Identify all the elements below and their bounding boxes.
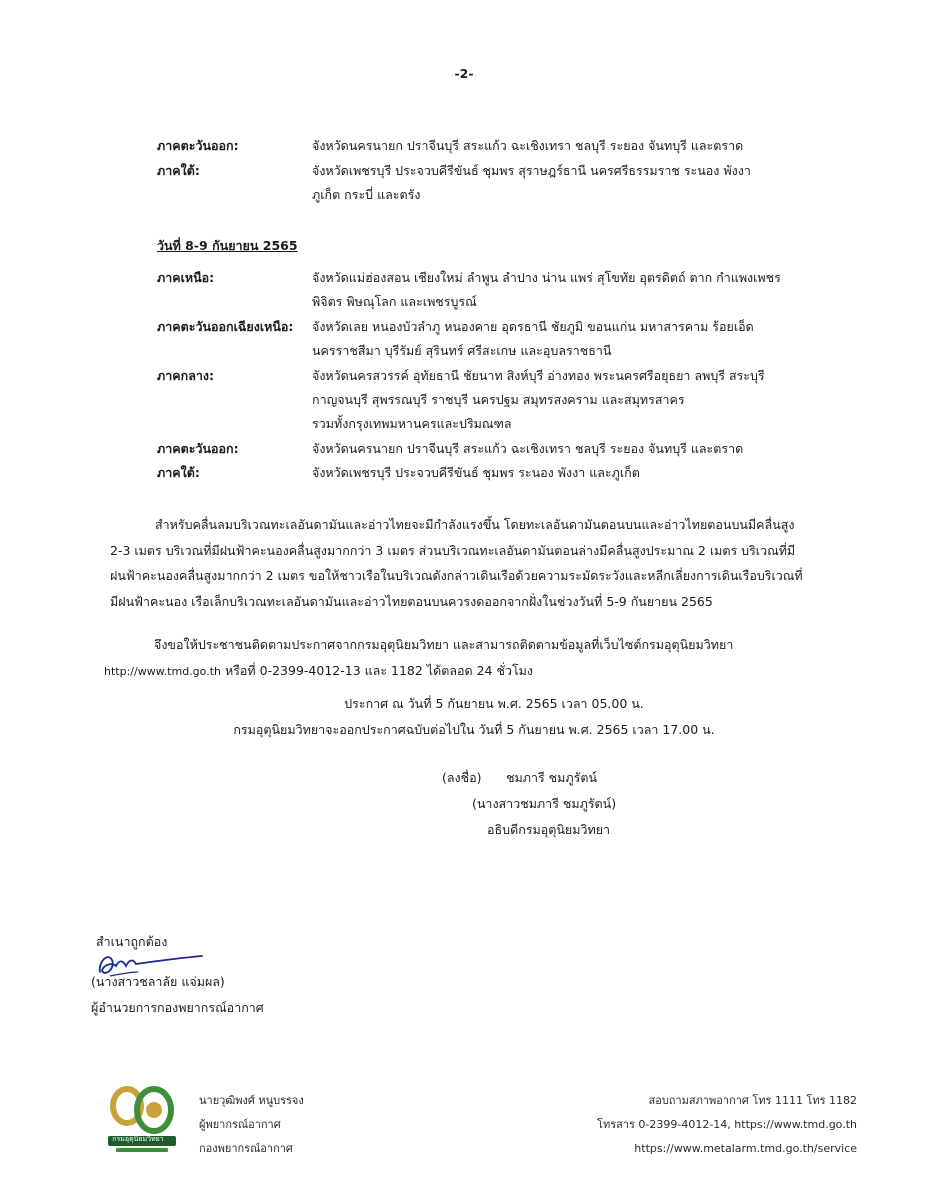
tmd-website-link[interactable]: http://www.tmd.go.th [104, 664, 221, 678]
signed-label: (ลงชื่อ) [442, 770, 482, 785]
region-provinces: จังหวัดนครสวรรค์ อุทัยธานี ชัยนาท สิงห์บุรี อ่างทอง พระนครศรีอยุธยา ลพบุรี สระบุรี กาญจนบุรี สุพรรณบุรี ราชบุรี นครปฐม สมุทรสงคราม และสมุทรสาคร รวมทั้งกรุงเทพมหานครและปริมณฑล [312, 368, 765, 431]
certified-copy-label: สำเนาถูกต้อง [96, 934, 168, 949]
region-provinces: จังหวัดนครนายก ปราจีนบุรี สระแก้ว ฉะเชิงเทรา ชลบุรี ระยอง จันทบุรี และตราด [312, 138, 744, 153]
wave-line-1: สำหรับคลื่นลมบริเวณทะเลอันดามันและอ่าวไทยจะมีกำลังแรงขึ้น โดยทะเลอันดามันตอนบนและอ่าวไทยตอนบนมีคลื่นสูง [155, 517, 795, 532]
region-label: ภาคกลาง: [157, 368, 214, 383]
announce-line: ประกาศ ณ วันที่ 5 กันยายน พ.ศ. 2565 เวลา 05.00 น. [344, 696, 644, 711]
region-label: ภาคตะวันออกเฉียงเหนือ: [157, 319, 294, 334]
wave-line-2: 2-3 เมตร บริเวณที่มีฝนฟ้าคะนองคลื่นสูงมากกว่า 3 เมตร ส่วนบริเวณทะเลอันดามันตอนล่างมีคลื่นสูงประมาณ 2 เมตร บริเวณที่มี [110, 542, 796, 558]
contact-phone: สอบถามสภาพอากาศ โทร 1111 โทร 1182 [648, 1094, 857, 1107]
date-heading: วันที่ 8-9 กันยายน 2565 [157, 238, 298, 253]
wave-warning-paragraph [110, 512, 850, 614]
region-label: ภาคใต้: [157, 163, 200, 178]
metalarm-service-link[interactable]: https://www.metalarm.tmd.go.th/service [634, 1142, 857, 1155]
wave-line-3: ฝนฟ้าคะนองคลื่นสูงมากกว่า 2 เมตร ขอให้ชาวเรือในบริเวณดังกล่าวเดินเรือด้วยความระมัดระวังและหลีกเลี่ยงการเดินเรือบริเวณที่ [110, 568, 803, 583]
certifier-name: (นางสาวชลาลัย แจ่มผล) [91, 974, 225, 989]
signatory-title: อธิบดีกรมอุตุนิยมวิทยา [487, 822, 611, 837]
region-provinces: จังหวัดเพชรบุรี ประจวบคีรีขันธ์ ชุมพร สุราษฎร์ธานี นครศรีธรรมราช ระนอง พังงา ภูเก็ต กระบี่ และตรัง [312, 163, 751, 202]
page-number: -2- [454, 66, 474, 81]
certifier-position: ผู้อำนวยการกองพยากรณ์อากาศ [91, 1000, 264, 1015]
region-provinces: จังหวัดเลย หนองบัวลำภู หนองคาย อุดรธานี ชัยภูมิ ขอนแก่น มหาสารคาม ร้อยเอ็ด นครราชสีมา บุรีรัมย์ สุรินทร์ ศรีสะเกษ และอุบลราชธานี [312, 319, 754, 358]
region-label: ภาคใต้: [157, 465, 200, 480]
region-label: ภาคตะวันออก: [157, 138, 239, 153]
follow-paragraph [104, 632, 844, 684]
follow-line-1: จึงขอให้ประชาชนติดตามประกาศจากกรมอุตุนิยมวิทยา และสามารถติดตามข้อมูลที่เว็บไซต์กรมอุตุนิยมวิทยา [154, 637, 734, 652]
contact-fax-website[interactable]: โทรสาร 0-2399-4012-14, https://www.tmd.go.th [597, 1118, 857, 1131]
region-provinces: จังหวัดเพชรบุรี ประจวบคีรีขันธ์ ชุมพร ระนอง พังงา และภูเก็ต [312, 465, 640, 480]
signed-name: ชมภารี ชมภูรัตน์ [506, 770, 598, 785]
forecaster-name: นายวุฒิพงศ์ หนูบรรจง [199, 1094, 304, 1107]
follow-line-2: หรือที่ 0-2399-4012-13 และ 1182 ได้ตลอด 24 ชั่วโมง [220, 662, 534, 678]
tmd-80th-anniversary-logo [102, 1084, 182, 1160]
region-label: ภาคตะวันออก: [157, 441, 239, 456]
region-provinces: จังหวัดแม่ฮ่องสอน เชียงใหม่ ลำพูน ลำปาง น่าน แพร่ สุโขทัย อุตรดิตถ์ ตาก กำแพงเพชร พิจิตร พิษณุโลก และเพชรบูรณ์ [312, 270, 781, 309]
forecaster-role: ผู้พยากรณ์อากาศ [199, 1118, 281, 1131]
region-label: ภาคเหนือ: [157, 270, 215, 285]
forecaster-division: กองพยากรณ์อากาศ [199, 1142, 293, 1155]
next-announcement-line: กรมอุตุนิยมวิทยาจะออกประกาศฉบับต่อไปใน วันที่ 5 กันยายน พ.ศ. 2565 เวลา 17.00 น. [233, 722, 715, 737]
logo-caption: กรมอุตุนิยมวิทยา [112, 1135, 164, 1143]
signatory-full-name: (นางสาวชมภารี ชมภูรัตน์) [472, 796, 617, 811]
wave-line-4: มีฝนฟ้าคะนอง เรือเล็กบริเวณทะเลอันดามันและอ่าวไทยตอนบนควรงดออกจากฝั่งในช่วงวันที่ 5-9 กันยายน 2565 [110, 593, 713, 609]
region-provinces: จังหวัดนครนายก ปราจีนบุรี สระแก้ว ฉะเชิงเทรา ชลบุรี ระยอง จันทบุรี และตราด [312, 441, 744, 456]
